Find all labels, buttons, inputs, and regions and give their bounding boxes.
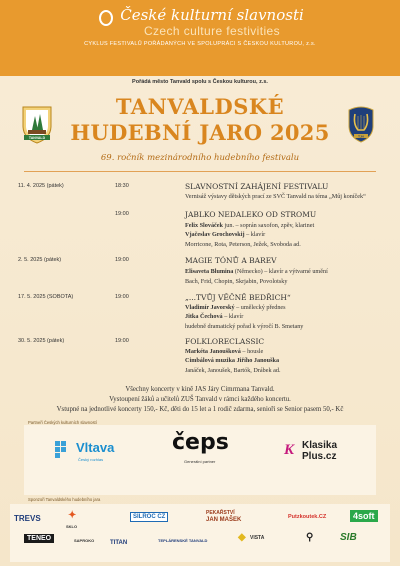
event-time: 19:00 bbox=[115, 257, 129, 263]
event-title: JABLKO NEDALEKO OD STROMU bbox=[185, 210, 317, 219]
lyre-emblem-icon bbox=[344, 104, 378, 144]
sponsor-4soft: 4soft bbox=[350, 510, 378, 522]
info-line-zus: Vystoupení žáků a učitelů ZUŠ Tanvald v rámci každého koncertu. bbox=[109, 396, 291, 403]
sponsor-silroc: SILROC CZ bbox=[130, 512, 168, 522]
organizer-line: Pořádá město Tanvald spolu s Českou kulturou, z.s. bbox=[132, 79, 268, 85]
event-line: Vernisáž výstavy dětských prací ze SVČ Tanvald na téma „Můj koníček“ bbox=[185, 193, 366, 200]
event-date: 11. 4. 2025 (pátek) bbox=[18, 183, 64, 189]
sponsors-box bbox=[10, 504, 390, 562]
klasika-logo: Klasika bbox=[302, 440, 338, 451]
sponsor-sklo: SKLO bbox=[66, 524, 78, 529]
divider-top bbox=[24, 171, 376, 172]
event-line: Felix Slováček jun. – soprán saxofon, zpěv, klarinet bbox=[185, 222, 315, 229]
festival-subtitle: 69. ročník mezinárodního hudebního festivalu bbox=[100, 153, 300, 163]
event-line: Vladimír Javorský – umělecký přednes bbox=[185, 304, 286, 311]
brand-line: CYKLUS FESTIVALŮ POŘÁDANÝCH VE SPOLUPRÁCI S ČESKOU KULTUROU, z.s. bbox=[84, 41, 316, 47]
event-line: Bach, Frid, Chopin, Skrjabin, Povolotsky bbox=[185, 278, 288, 285]
crest-right-label: TJH bbox=[358, 134, 364, 139]
event-line: Cimbálová muzika Jiřího Janouška bbox=[185, 357, 280, 364]
sponsor-titan: TITAN bbox=[110, 540, 128, 546]
vista-logo-icon: ◆ bbox=[238, 532, 246, 543]
event-line: Morricone, Rota, Peterson, Ježek, Svoboda ad. bbox=[185, 241, 301, 248]
event-time: 18:30 bbox=[115, 183, 129, 189]
header-band bbox=[0, 0, 400, 76]
event-time: 19:00 bbox=[115, 294, 129, 300]
cyclist-logo-icon: ⚲ bbox=[306, 532, 314, 543]
partners-box bbox=[24, 425, 376, 495]
sponsor-pekarstvi: PEKAŘSTVÍ bbox=[206, 510, 235, 516]
sponsor-putzkoutek: Putzkoutek.CZ bbox=[288, 514, 327, 520]
title-line-1: TANVALDSKÉ bbox=[115, 94, 285, 119]
event-title: „...TVŮJ VĚČNĚ BEDŘICH“ bbox=[185, 293, 291, 302]
sponsors-label: Sponzoři Tanvaldského hudebního jara bbox=[28, 497, 101, 502]
event-line: Elisaveta Blumina (Německo) – klavír a výtvarné umění bbox=[185, 268, 328, 275]
vltava-logo: Vltava bbox=[76, 440, 115, 455]
ceps-logo: čeps bbox=[172, 430, 229, 455]
event-date: 2. 5. 2025 (pátek) bbox=[18, 257, 62, 263]
sponsor-trevs: TREVS bbox=[14, 514, 41, 523]
event-title: SLAVNOSTNÍ ZAHÁJENÍ FESTIVALU bbox=[185, 182, 329, 191]
event-line: Jitka Čechová – klavír bbox=[185, 313, 244, 320]
event-time: 19:00 bbox=[115, 211, 129, 217]
event-line: Vjačeslav Grochovskij – klavír bbox=[185, 231, 266, 238]
sponsor-logo-icon: ✦ bbox=[68, 510, 77, 521]
ceps-caption: Generální partner bbox=[184, 459, 216, 464]
sponsor-saproko: SAPROKO bbox=[74, 538, 95, 543]
info-line-venue: Všechny koncerty v kině JAS Járy Cimrmana Tanvald. bbox=[125, 386, 275, 393]
brand-main: České kulturní slavnosti bbox=[120, 6, 304, 24]
tanvald-crest-icon bbox=[20, 104, 54, 144]
event-line: hudebně dramatický pořad k výročí B. Smetany bbox=[185, 323, 304, 330]
partners-label: Partneři Českých kulturních slavností bbox=[28, 420, 97, 425]
sponsor-sib: SIB bbox=[340, 532, 357, 543]
event-date: 17. 5. 2025 (SOBOTA) bbox=[18, 294, 74, 300]
klasika-mark-icon: K bbox=[284, 442, 295, 458]
event-date: 30. 5. 2025 (pátek) bbox=[18, 338, 65, 344]
sponsor-pekarstvi-2: JAN MAŠEK bbox=[206, 517, 242, 523]
title-line-2: HUDEBNÍ JARO 2025 bbox=[70, 120, 330, 145]
klasika-logo-2: Plus.cz bbox=[302, 451, 337, 462]
festival-logo-icon bbox=[99, 10, 113, 26]
vltava-logo-icon bbox=[54, 440, 68, 460]
brand-sub: Czech culture festivities bbox=[143, 24, 281, 38]
vltava-caption: Český rozhlas bbox=[78, 457, 104, 462]
event-title: FOLKLORECLASSIC bbox=[185, 337, 265, 346]
info-line-tickets: Vstupné na jednotlivé koncerty 150,- Kč, děti do 15 let a 1 rodič zdarma, senioři se Senior pasem 50,- Kč bbox=[56, 406, 344, 413]
sponsor-teneo: TENEO bbox=[24, 534, 54, 543]
event-line: Markéta Janoušková – housle bbox=[185, 348, 264, 355]
event-line: Janáček, Janoušek, Bartók, Drábek ad. bbox=[185, 367, 281, 374]
sponsor-vista: VISTA bbox=[250, 535, 265, 541]
sponsor-teplarenske: TEPLÁRENSKÉ TANVALD bbox=[158, 538, 208, 543]
crest-left-label: TANVALD bbox=[28, 136, 46, 140]
event-time: 19:00 bbox=[115, 338, 129, 344]
event-title: MAGIE TÓNŮ A BAREV bbox=[185, 256, 277, 265]
